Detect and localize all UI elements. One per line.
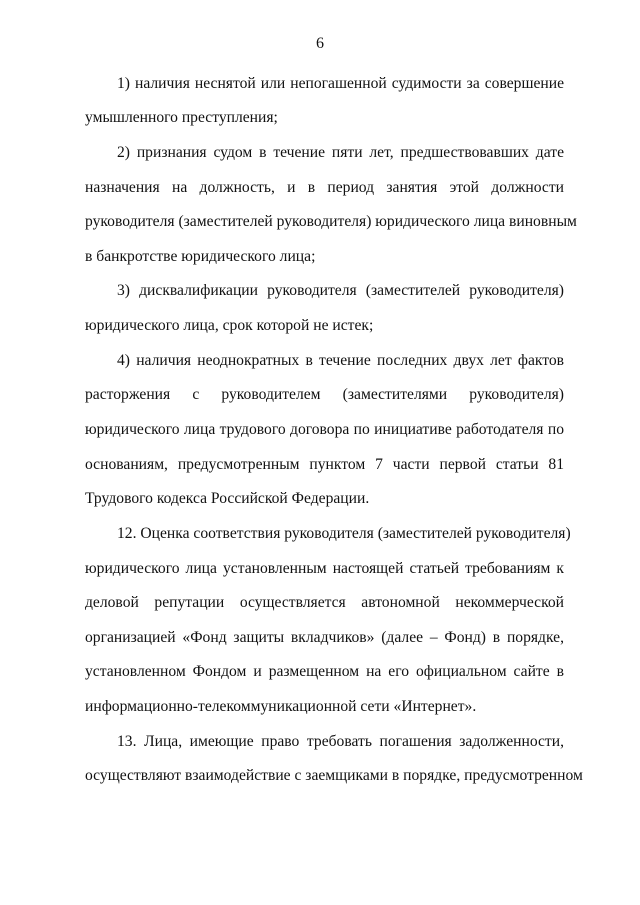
page-number: 6 <box>316 35 324 52</box>
text-line: осуществляют взаимодействие с заемщиками в порядке, предусмотренном <box>85 767 583 784</box>
text-line: в банкротстве юридического лица; <box>85 248 316 265</box>
text-line: юридического лица трудового договора по инициативе работодателя по <box>85 421 564 438</box>
text-line: 2) признания судом в течение пяти лет, предшествовавших дате <box>117 144 564 161</box>
text-line: юридического лица, срок которой не истек; <box>85 317 374 334</box>
text-line: 12. Оценка соответствия руководителя (заместителей руководителя) <box>117 525 571 542</box>
text-line: умышленного преступления; <box>85 109 278 126</box>
text-line: юридического лица установленным настоящей статьей требованиям к <box>85 560 564 577</box>
text-line: 13. Лица, имеющие право требовать погашения задолженности, <box>117 733 564 750</box>
text-line: информационно-телекоммуникационной сети «Интернет». <box>85 698 477 715</box>
text-line: расторжения с руководителем (заместителями руководителя) <box>85 386 564 403</box>
text-line: 1) наличия неснятой или непогашенной судимости за совершение <box>117 75 564 92</box>
text-line: руководителя (заместителей руководителя) юридического лица виновным <box>85 213 577 230</box>
text-line: основаниям, предусмотренным пунктом 7 части первой статьи 81 <box>85 456 564 473</box>
text-line: организацией «Фонд защиты вкладчиков» (далее – Фонд) в порядке, <box>85 629 564 646</box>
text-line: Трудового кодекса Российской Федерации. <box>85 490 370 507</box>
text-line: 4) наличия неоднократных в течение последних двух лет фактов <box>117 352 564 369</box>
text-line: установленном Фондом и размещенном на его официальном сайте в <box>85 663 564 680</box>
text-line: деловой репутации осуществляется автономной некоммерческой <box>85 594 564 611</box>
text-line: 3) дисквалификации руководителя (заместителей руководителя) <box>117 282 564 299</box>
text-line: назначения на должность, и в период занятия этой должности <box>85 179 564 196</box>
